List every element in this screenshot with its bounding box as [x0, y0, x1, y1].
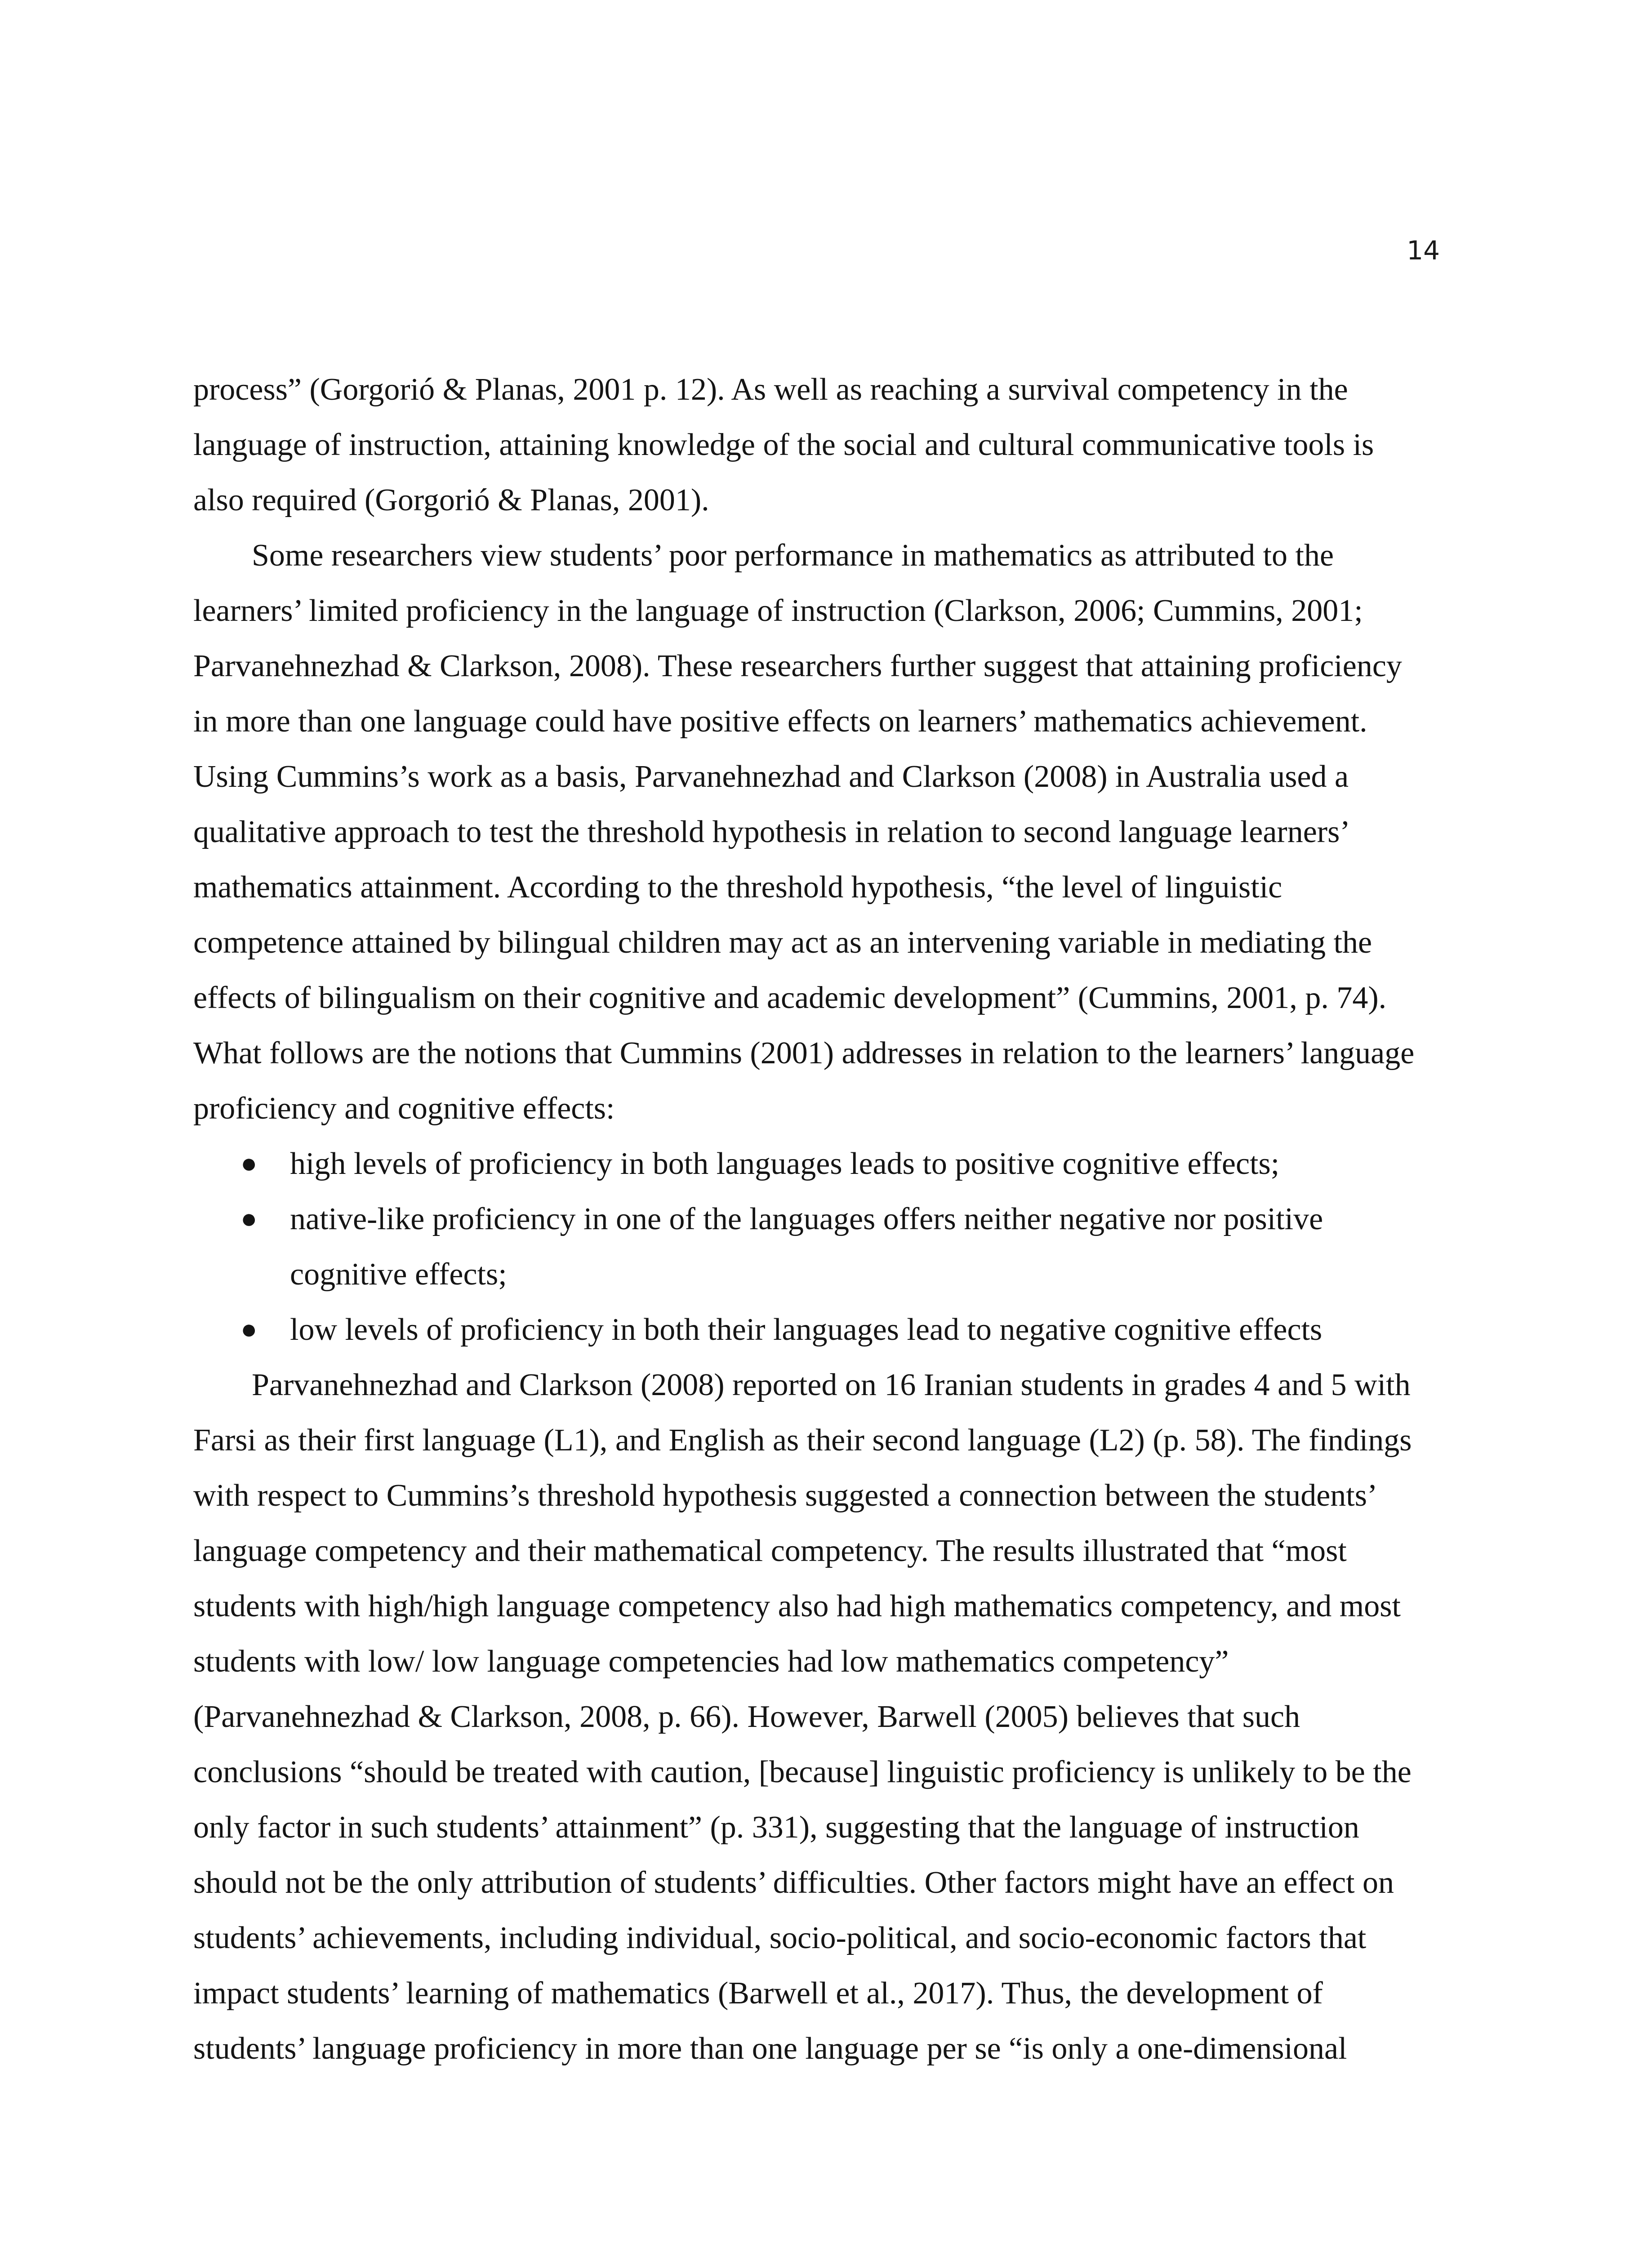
- text-line: mathematics attainment. According to the threshold hypothesis, “the level of linguistic: [193, 870, 1282, 905]
- list-item: [193, 1302, 1438, 1357]
- list-item: [193, 1136, 1438, 1191]
- text-line: conclusions “should be treated with caution, [because] linguistic proficiency is unlikely to be the: [193, 1755, 1412, 1789]
- bullet-list: [193, 1136, 1438, 1357]
- text-line: qualitative approach to test the threshold hypothesis in relation to second language learners’: [193, 815, 1350, 849]
- body-text: [193, 362, 1438, 2076]
- text-line: Using Cummins’s work as a basis, Parvanehnezhad and Clarkson (2008) in Australia used a: [193, 759, 1349, 794]
- bullet-icon: ●: [240, 1148, 258, 1179]
- text-line: students’ achievements, including individual, socio-political, and socio-economic factors that: [193, 1921, 1367, 1955]
- text-line: What follows are the notions that Cummins (2001) addresses in relation to the learners’ language: [193, 1036, 1415, 1070]
- text-line: impact students’ learning of mathematics (Barwell et al., 2017). Thus, the development of: [193, 1976, 1323, 2011]
- text-line: students with low/ low language competencies had low mathematics competency”: [193, 1644, 1229, 1679]
- text-line: also required (Gorgorió & Planas, 2001).: [193, 483, 709, 517]
- text-line: only factor in such students’ attainment” (p. 331), suggesting that the language of instruction: [193, 1810, 1359, 1845]
- text-line: Parvanehnezhad & Clarkson, 2008). These researchers further suggest that attaining proficiency: [193, 649, 1402, 683]
- paragraph-continuation: [193, 362, 1438, 528]
- text-line: proficiency and cognitive effects:: [193, 1091, 615, 1126]
- text-line: (Parvanehnezhad & Clarkson, 2008, p. 66). However, Barwell (2005) believes that such: [193, 1699, 1300, 1734]
- list-item-text: native-like proficiency in one of the languages offers neither negative nor positive: [290, 1202, 1323, 1236]
- text-line: in more than one language could have positive effects on learners’ mathematics achievement.: [193, 704, 1367, 739]
- text-line: Some researchers view students’ poor performance in mathematics as attributed to the: [252, 538, 1334, 573]
- list-item-text: high levels of proficiency in both languages leads to positive cognitive effects;: [290, 1146, 1280, 1181]
- list-item: [193, 1191, 1438, 1247]
- text-line: students’ language proficiency in more than one language per se “is only a one-dimensional: [193, 2031, 1347, 2066]
- paragraph-iranian-students: [193, 1357, 1438, 2076]
- text-line: process” (Gorgorió & Planas, 2001 p. 12). As well as reaching a survival competency in the: [193, 372, 1348, 407]
- paragraph-threshold-hypothesis: [193, 528, 1438, 1136]
- text-line: should not be the only attribution of students’ difficulties. Other factors might have an effect on: [193, 1865, 1394, 1900]
- text-line: language competency and their mathematical competency. The results illustrated that “most: [193, 1534, 1347, 1568]
- list-item-text: low levels of proficiency in both their languages lead to negative cognitive effects: [290, 1312, 1322, 1347]
- text-line: effects of bilingualism on their cognitive and academic development” (Cummins, 2001, p. 74).: [193, 981, 1387, 1015]
- text-line: learners’ limited proficiency in the language of instruction (Clarkson, 2006; Cummins, 2001;: [193, 593, 1363, 628]
- list-item-continuation: [193, 1247, 1438, 1302]
- text-line: language of instruction, attaining knowledge of the social and cultural communicative tools is: [193, 428, 1374, 462]
- text-line: students with high/high language competency also had high mathematics competency, and most: [193, 1589, 1401, 1624]
- list-item-text: cognitive effects;: [290, 1257, 507, 1292]
- text-line: competence attained by bilingual children may act as an intervening variable in mediating the: [193, 925, 1372, 960]
- text-line: Parvanehnezhad and Clarkson (2008) reported on 16 Iranian students in grades 4 and 5 with: [252, 1368, 1411, 1402]
- text-line: with respect to Cummins’s threshold hypothesis suggested a connection between the students’: [193, 1478, 1378, 1513]
- text-line: Farsi as their first language (L1), and English as their second language (L2) (p. 58). The findings: [193, 1423, 1412, 1458]
- page-number: 14: [1407, 235, 1440, 266]
- bullet-icon: ●: [240, 1314, 258, 1345]
- bullet-icon: ●: [240, 1204, 258, 1234]
